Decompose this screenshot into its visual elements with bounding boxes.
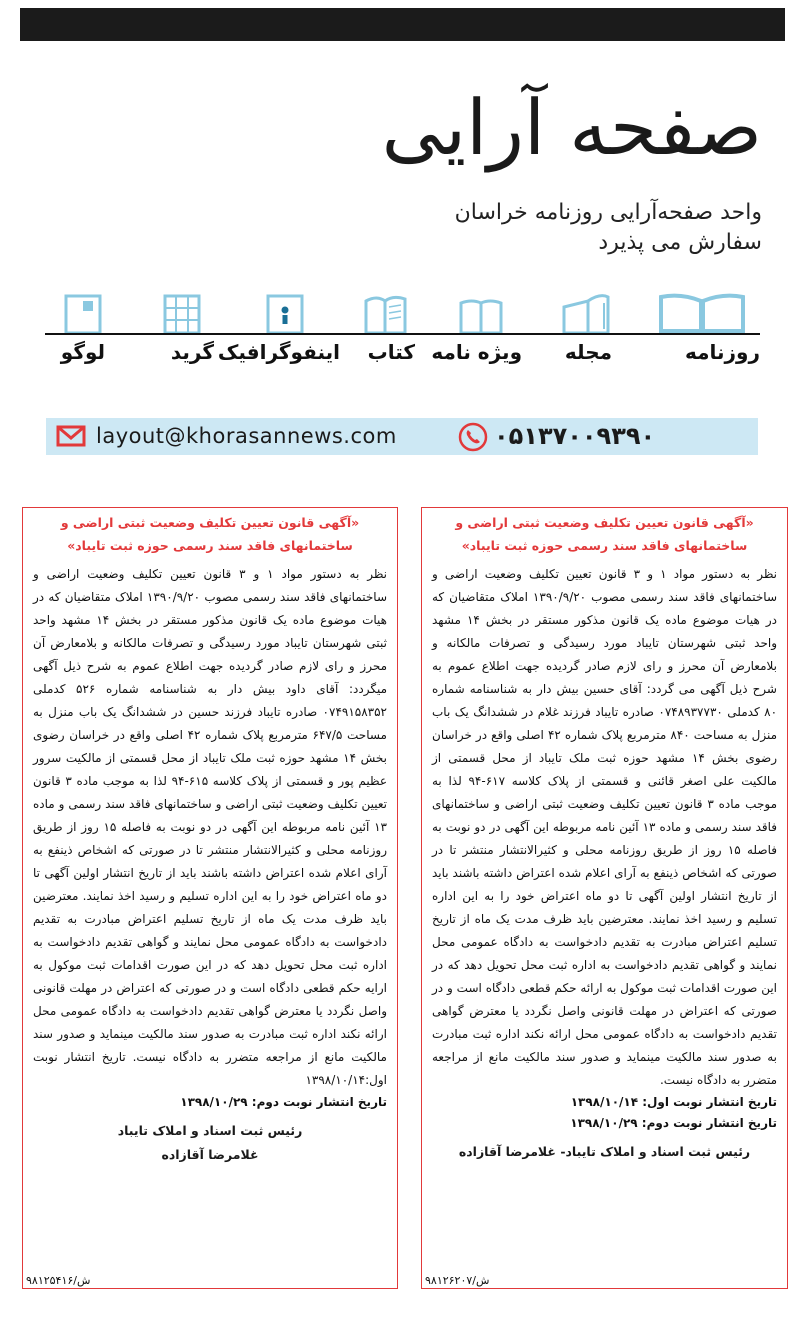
- notice-left-signature: [33, 1119, 387, 1167]
- service-label-special-edition: ویژه نامه: [431, 340, 522, 364]
- services-icon-row: [45, 290, 760, 335]
- email-address[interactable]: layout@khorasannews.com: [96, 424, 397, 448]
- notice-right-code: ۹۸۱۲۶۲۰۷/ش: [425, 1274, 490, 1287]
- subtitle-line-2: سفارش می پذیرد: [598, 230, 762, 255]
- notice-left: [22, 507, 398, 1289]
- notice-right-sign-line-1: رئیس ثبت اسناد و املاک تایباد- غلامرضا آقازاده: [458, 1144, 751, 1159]
- magazine-icon: [560, 293, 612, 333]
- phone-icon: [458, 422, 488, 456]
- notice-right-body: نظر به دستور مواد ۱ و ۳ قانون تعیین تکلیف وضعیت اراضی و ساختمانهای فاقد سند رسمی مصوب ۱۳۹۰/۹/۲۰ املاک متقاضیان که در هیات موضوع ماده یک قانون مذکور مستقر در بخش ۱۴ مشهد واحد ثبتی شهرستان تایباد مورد رسیدگی و تصرفات مالکانه و بلامعارض آن محرز و رای لازم صادر گردیده جهت اطلاع عموم به شرح ذیل آگهی می گردد: آقای حسین بیش دار به شناسنامه شماره ۸۰ کدملی ۰۷۴۸۹۳۷۷۳۰ صادره تایباد فرزند غلام در ششدانگ یک باب منزل به مساحت ۸۴۰ مترمربع پلاک شماره ۴۲ اصلی واقع در خراسان رضوی بخش ۱۴ مشهد حوزه ثبت ملک تایباد از محل قسمتی از مالکیت علی اصغر قائنی و قسمتی از پلاک کلاسه ۶۱۷-۹۴ لذا به موجب ماده ۳ قانون تعیین تکلیف وضعیت ثبتی اراضی و ساختمانهای فاقد سند رسمی و ماده ۱۳ آئین نامه مربوطه این آگهی در دو نوبت به فاصله ۱۵ روز از طریق روزنامه محلی و کثیرالانتشار منتشر تا در صورتی که اشخاص ذینفع به آرای اعلام شده اعتراض داشته باشند باید از تاریخ انتشار اولین آگهی تا دو ماه اعتراض خود را به این اداره تسلیم و رسید اخذ نمایند. معترضین باید ظرف مدت یک ماه از تاریخ تسلیم اعتراض مبادرت به تقدیم دادخواست به دادگاه عمومی محل نمایند و گواهی تقدیم دادخواست به اداره ثبت محل تحویل دهد که در این صورت اقدامات ثبت موکول به ارائه حکم قطعی دادگاه است و در صورتی که اعتراض در مهلت قانونی واصل نگردد یا معترض گواهی تقدیم دادخواست به دادگاه عمومی محل ارائه نکند اداره ثبت مبادرت به صدور سند مالکیت مینماید و صدور سند مالکیت مانع از مراجعه متضرر به دادگاه نیست.: [432, 567, 778, 1087]
- page-title: صفحه آرایی: [381, 83, 762, 172]
- service-label-logo: لوگو: [60, 340, 105, 364]
- service-label-magazine: مجله: [564, 340, 612, 364]
- services-labels: [45, 340, 760, 374]
- top-black-bar: [20, 8, 785, 41]
- notice-right: [421, 507, 788, 1289]
- contact-bar: [46, 418, 758, 455]
- grid-icon: [162, 293, 202, 333]
- phone-number[interactable]: ۰۵۱۳۷۰۰۹۳۹۰: [494, 422, 656, 450]
- notice-left-sign-line-2: غلامرضا آقازاده: [161, 1147, 259, 1162]
- service-label-book: کتاب: [367, 340, 415, 364]
- service-label-grid: گرید: [170, 340, 214, 364]
- notice-right-dates: [432, 1092, 777, 1134]
- notice-left-sign-line-1: رئیس ثبت اسناد و املاک تایباد: [117, 1123, 303, 1138]
- logo-icon: [63, 293, 103, 333]
- notice-left-dates: [33, 1092, 387, 1113]
- notice-right-date-1: تاریخ انتشار نوبت اول: ۱۳۹۸/۱۰/۱۴: [570, 1095, 777, 1109]
- infographic-icon: [265, 293, 305, 333]
- special-edition-icon: [458, 297, 504, 333]
- notice-right-title: «آگهی قانون تعیین تکلیف وضعیت ثبتی اراضی و ساختمانهای فاقد سند رسمی حوزه ثبت تایباد»: [455, 515, 754, 553]
- service-label-infographic: اینفوگرافیک: [217, 340, 340, 364]
- book-icon: [363, 293, 409, 333]
- service-label-newspaper: روزنامه: [685, 340, 760, 364]
- mail-icon: [56, 425, 86, 451]
- notice-left-code: ۹۸۱۲۵۴۱۶/ش: [26, 1274, 91, 1287]
- subtitle-line-1: واحد صفحه‌آرایی روزنامه خراسان: [454, 200, 762, 225]
- notice-right-date-2: تاریخ انتشار نوبت دوم: ۱۳۹۸/۱۰/۲۹: [570, 1116, 777, 1130]
- notice-left-date-2: تاریخ انتشار نوبت دوم: ۱۳۹۸/۱۰/۲۹: [180, 1095, 387, 1109]
- notice-right-signature: [432, 1140, 777, 1164]
- subtitle: [455, 198, 762, 258]
- notice-left-title: «آگهی قانون تعیین تکلیف وضعیت ثبتی اراضی و ساختمانهای فاقد سند رسمی حوزه ثبت تایباد»: [60, 515, 360, 553]
- open-book-icon: [657, 291, 747, 333]
- notice-left-body: نظر به دستور مواد ۱ و ۳ قانون تعیین تکلیف وضعیت اراضی و ساختمانهای فاقد سند رسمی مصوب ۱۳۹۰/۹/۲۰ املاک متقاضیان که در هیات موضوع ماده یک قانون مذکور مستقر در بخش ۱۴ مشهد واحد ثبتی شهرستان تایباد مورد رسیدگی و تصرفات مالکانه و بلامعارض آن محرز و رای لازم صادر گردیده جهت اطلاع عموم به شرح ذیل آگهی میگردد: آقای داود بیش دار به شناسنامه شماره ۵۲۶ کدملی ۰۷۴۹۱۵۸۳۵۲ صادره تایباد فرزند حسین در ششدانگ یک باب منزل به مساحت ۶۴۷/۵ مترمربع پلاک شماره ۴۲ اصلی واقع در خراسان رضوی بخش ۱۴ مشهد حوزه ثبت ملک تایباد از محل قسمتی از مالکیت سرور عظیم پور و قسمتی از پلاک کلاسه ۶۱۵-۹۴ لذا به موجب ماده ۳ قانون تعیین تکلیف وضعیت ثبتی اراضی و ساختمانهای فاقد سند رسمی و ماده ۱۳ آئین نامه مربوطه این آگهی در دو نوبت به فاصله ۱۵ روز از طریق روزنامه محلی و کثیرالانتشار منتشر تا در صورتی که اشخاص ذینفع به آرای اعلام شده اعتراض داشته باشند باید از تاریخ انتشار اولین آگهی تا دو ماه اعتراض خود را به این اداره تسلیم و رسید اخذ نمایند. معترضین باید ظرف مدت یک ماه از تاریخ تسلیم اعتراض مبادرت به تقدیم دادخواست به دادگاه عمومی محل نمایند و گواهی تقدیم دادخواست به اداره ثبت محل تحویل دهد که در این صورت اقدامات ثبت موکول به ارایه حکم قطعی دادگاه است و در صورتی که اعتراض در مهلت قانونی واصل نگردد یا معترض گواهی تقدیم دادخواست به دادگاه عمومی محل ارائه نکند اداره ثبت مبادرت به صدور سند مالکیت مینماید و صدور سند مالکیت مانع از مراجعه متضرر به دادگاه نیست. تاریخ انتشار نوبت اول:۱۳۹۸/۱۰/۱۴: [33, 567, 388, 1087]
